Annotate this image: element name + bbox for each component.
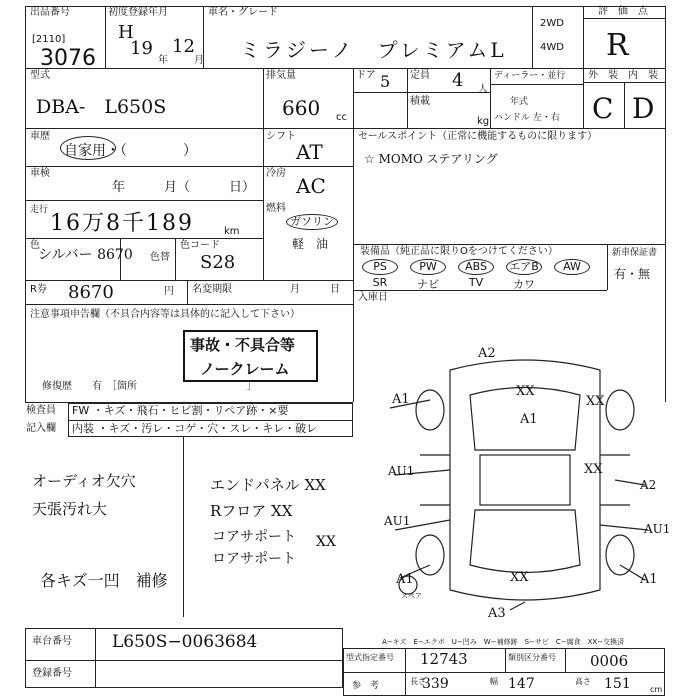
fuel-diesel: 軽 油 [292,237,329,251]
inspector-label-1: 検査員 [26,405,56,416]
length-label: 長さ [410,677,426,686]
drive-2wd: 2WD [540,18,564,29]
mark-au1-left: AU1 [388,464,415,478]
evaluation-label: 評 価 点 [598,6,648,17]
first-registration-label: 初度登録年月 [108,7,168,18]
tire-front-right [606,390,634,430]
mark-a2-top: A2 [478,346,496,361]
exterior-label: 外 装 [588,70,618,81]
inspection-value: 年 月（ 日） [112,180,256,195]
handle-label: ハンドル 左・右 [494,113,560,123]
arrival-date-label: 入庫日 [358,292,388,303]
mark-a1-left-low: A1 [396,572,414,587]
recycle-value: 8670 [68,282,114,303]
shift-label: シフト [266,131,296,142]
year-unit: 年 [158,55,168,66]
recycle-label: R券 [30,284,47,295]
equipment-item: PS [362,259,398,275]
interior-value: D [632,92,655,125]
load-label: 積載 [410,96,430,107]
equipment-label: 装備品（純正品に限りOをつけてください） [360,246,558,257]
height-value: 151 [604,676,631,692]
equipment-item: AW [554,259,590,275]
evaluation-score: R [606,28,629,63]
fuel-gasoline: ガソリン [286,214,338,230]
sales-point-label: セールスポイント（正常に機能するものに限ります） [358,131,598,142]
recycle-unit: 円 [164,286,174,297]
height-label: 高さ [575,677,591,686]
type-designation-label: 型式指定番号 [346,653,394,662]
door-value: 5 [380,72,391,91]
damage-legend: A−キズ E−エクボ U−凹み W−補修跡 S−サビ C−腐食 XX−交換済 [382,638,625,646]
classification-value: 0006 [590,652,629,670]
repair-history-label: 修復歴 有 ［箇所 ］ [42,381,257,392]
capacity-label: 定員 [410,70,430,81]
type-value: DBA- L650S [36,96,167,118]
model-grade-value: ミラジーノ プレミアムL [240,38,507,62]
dealer-label: ディーラー・並行 [494,71,566,81]
registration-month: 12 [172,36,195,57]
drive-4wd: 4WD [540,42,564,53]
equipment-item: PW [410,259,446,275]
exterior-value: C [592,92,614,125]
note-left-2: 天張汚れ大 [32,500,108,518]
lot-number-label: 出品番号 [30,7,70,18]
aircon-label: 冷房 [266,168,286,179]
note-right-2: Rフロア XX [210,502,293,520]
inspection-label: 車検 [30,168,50,179]
displacement-unit: cc [336,112,347,123]
mark-xx-top: XX [516,384,535,399]
lot-sub-number: [2110] [32,34,66,45]
type-designation-value: 12743 [420,650,468,668]
color-code-value: S28 [200,252,236,273]
sales-point-value: ☆ MOMO ステアリング [364,152,498,166]
equipment-item: ABS [458,259,494,275]
model-grade-label: 車名・グレード [208,7,278,18]
mileage-value: 16万8千189 [50,211,194,236]
equipment-item: TV [468,276,484,289]
capacity-unit: 人 [478,84,488,95]
mileage-unit: km [224,226,240,237]
mark-au1-right: AU1 [644,522,671,536]
note-left-3: 各キズ一凹 補修 [40,571,168,590]
mark-a1-mid: A1 [520,412,538,427]
mark-a3-bottom: A3 [488,606,506,621]
chassis-number-value: L650S−0063684 [112,632,258,652]
warranty-value: 有・無 [614,267,651,281]
note-right-mark: XX [316,534,336,550]
shift-value: AT [296,140,323,164]
month-unit: 月 [194,55,204,66]
displacement-label: 排気量 [266,70,296,81]
note-right-3: コアサポート [212,529,296,545]
model-year-label: 年式 [510,97,529,107]
notes-label: 注意事項申告欄（不具合内容等は具体的に記入して下さい） [30,309,300,320]
equipment-item: エアB [506,259,542,275]
classification-label: 類別区分番号 [508,653,556,662]
history-label: 車歴 [30,131,50,142]
tire-rear-right [606,535,634,575]
color-change-label: 色替 [150,252,170,263]
aircon-value: AC [296,174,326,198]
door-label: ドア [356,70,376,81]
equipment-item: SR [372,276,388,289]
type-label: 型式 [30,70,50,81]
interior-label: 内 装 [628,70,658,81]
name-change-value: 月 日 [290,284,340,295]
registration-number-label: 登録番号 [32,668,72,679]
capacity-value: 4 [452,70,464,91]
color-code-label: 色コード [180,240,220,251]
color-label: 色 [30,240,40,251]
name-change-label: 名変期限 [192,284,232,295]
cm-unit: cm [650,685,663,694]
mileage-label: 走行 [30,205,49,215]
note-right-1: エンドパネル XX [210,476,326,494]
inspector-row-1: FW ・キズ・飛石・ヒビ割・リペア跡・×要 [72,404,289,417]
stamp-line-2: ノークレーム [200,360,290,378]
width-value: 147 [508,676,535,692]
mark-xx-right: XX [586,394,605,409]
length-value: 339 [422,676,449,692]
lot-number: 3076 [40,46,96,71]
mark-au1-left-2: AU1 [384,514,411,528]
width-label: 幅 [490,677,498,686]
equipment-item: ナビ [417,278,439,291]
reference-label: 参 考 [352,681,380,691]
mark-xx-right-2: XX [584,462,603,477]
tire-front-left [416,390,444,430]
history-value: 自家用・（ ） [64,143,197,159]
note-right-4: ロアサポート [212,551,296,567]
registration-year: 19 [130,38,153,59]
registration-era: H [118,22,134,43]
equipment-item: カワ [513,278,535,291]
note-left-1: オーディオ欠穴 [32,472,136,490]
load-unit: kg [477,116,490,127]
color-value: シルバー 8670 [38,247,133,263]
fuel-label: 燃料 [266,203,286,214]
mark-a2-right: A2 [640,478,657,492]
spare-tire-label: スペア [401,592,422,600]
mark-a1-left: A1 [392,392,410,407]
history-circle [60,136,116,160]
chassis-number-label: 車台番号 [32,636,72,647]
mark-xx-bottom: XX [510,570,529,585]
displacement-value: 660 [282,96,321,120]
stamp-line-1: 事故・不具合等 [190,336,296,354]
mark-a1-right-low: A1 [640,572,658,587]
warranty-label: 新車保証書 [612,248,658,258]
inspector-label-2: 記入欄 [26,423,56,434]
inspector-row-2: 内装 ・キズ・汚レ・コゲ・穴・スレ・キレ・破レ [72,422,318,435]
